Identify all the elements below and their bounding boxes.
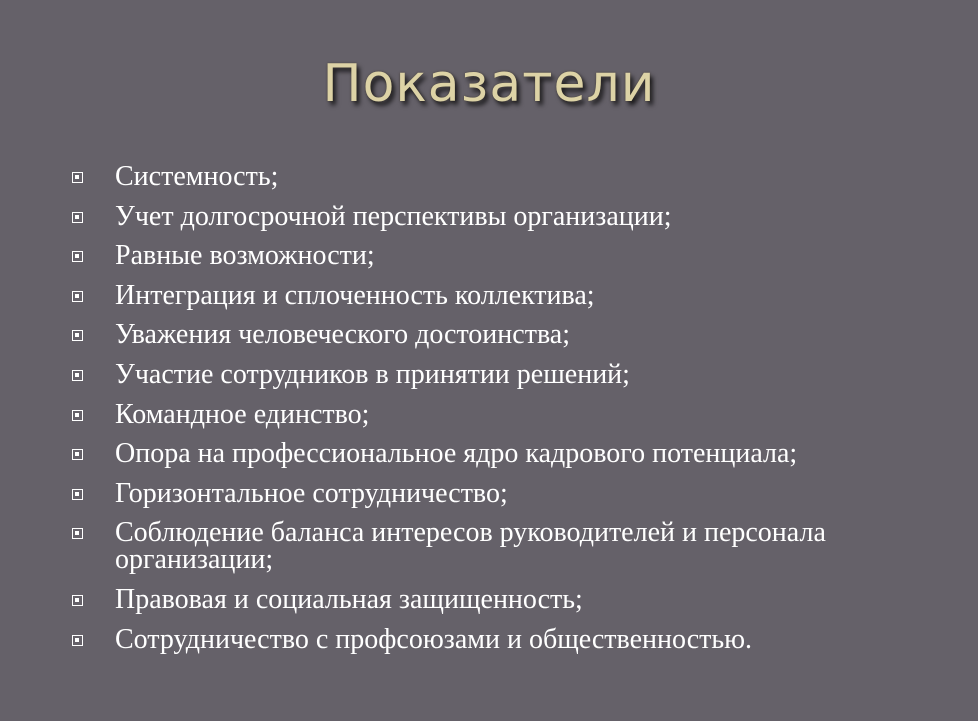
list-item-text: Опора на профессиональное ядро кадрового потенциала; [115,438,798,470]
list-item [72,477,952,509]
square-bullet-icon [72,635,83,646]
list-item [72,200,952,232]
square-bullet-icon [72,489,83,500]
slide-title: Показатели [322,54,656,114]
square-bullet-icon [72,595,83,606]
square-bullet-icon [72,251,83,262]
square-bullet-icon [72,330,83,341]
list-item-text: Системность; [115,161,279,192]
list-item [72,583,952,615]
bullet-list [72,163,952,665]
list-item-text: Соблюдение баланса интересов руководителей и персонала организации; [115,517,826,576]
list-item [72,398,952,430]
list-item [72,319,952,351]
square-bullet-icon [72,370,83,381]
list-item [72,163,952,190]
list-item-text: Уважения человеческого достоинства; [115,319,570,351]
list-item-text: Командное единство; [115,398,370,430]
square-bullet-icon [72,410,83,421]
square-bullet-icon [72,212,83,223]
list-item-text: Учет долгосрочной перспективы организации; [115,200,672,232]
list-item [72,623,952,655]
list-item [72,358,952,390]
list-item-text: Интеграция и сплоченность коллектива; [115,279,595,311]
square-bullet-icon [72,291,83,302]
list-item [72,438,952,470]
square-bullet-icon [72,172,83,183]
square-bullet-icon [72,449,83,460]
list-item [72,279,952,311]
list-item-text: Правовая и социальная защищенность; [115,583,583,615]
square-bullet-icon [72,528,83,539]
list-item-text: Участие сотрудников в принятии решений; [115,358,630,390]
list-item-text: Сотрудничество с профсоюзами и общественностью. [115,623,753,655]
list-item [72,517,952,576]
list-item-text: Горизонтальное сотрудничество; [115,477,508,509]
list-item-text: Равные возможности; [115,240,375,272]
list-item [72,240,952,272]
